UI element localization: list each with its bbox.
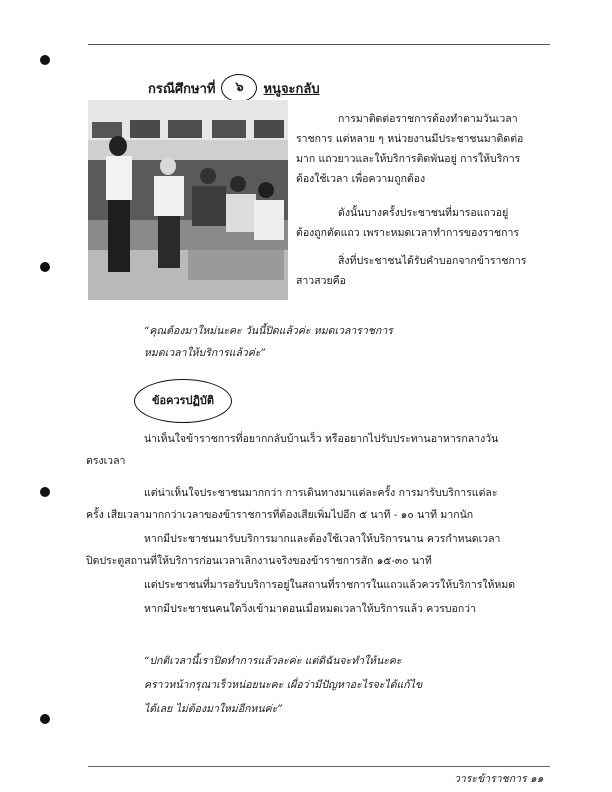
case-number-badge: ๖: [221, 74, 257, 102]
practice-text-line: แต่ประชาชนที่มารอรับบริการอยู่ในสถานที่ราชการในแถวแล้วควรให้บริการให้หมด: [144, 579, 516, 591]
quote-line: หมดเวลาให้บริการแล้วค่ะ”: [144, 347, 266, 359]
case-text-line: สาวสวยคือ: [296, 275, 346, 287]
practice-text-line: น่าเห็นใจข้าราชการที่อยากกลับบ้านเร็ว หรืออยากไปรับประทานอาหารกลางวัน: [144, 433, 499, 445]
punch-hole: [40, 262, 50, 272]
footer-rule: [88, 766, 550, 767]
practice-text-line: แต่น่าเห็นใจประชาชนมากกว่า การเดินทางมาแต่ละครั้ง การมารับบริการแต่ละ: [144, 487, 498, 499]
practice-text-line: ปิดประตูสถานที่ให้บริการก่อนเวลาเลิกงานจริงของข้าราชการสัก ๑๕-๓๐ นาที: [86, 555, 432, 567]
office-queue-photo: [88, 100, 288, 300]
quote-line: คราวหน้ากรุณาเร็วหน่อยนะคะ เผื่อว่ามีปัญหาอะไรจะได้แก้ไข: [144, 679, 423, 691]
case-text-line: มาก แถวยาวและให้บริการติดพันอยู่ การให้บริการ: [296, 153, 521, 165]
case-study-title: [148, 74, 320, 102]
page-footer: วาระข้าราชการ ๑๑: [454, 773, 544, 785]
practice-text-line: หากมีประชาชนมารับบริการมากและต้องใช้เวลาให้บริการนาน ควรกำหนดเวลา: [144, 533, 501, 545]
punch-hole: [40, 487, 50, 497]
case-text-line: ราชการ แต่หลาย ๆ หน่วยงานมีประชาชนมาติดต่อ: [296, 133, 524, 145]
header-rule: [88, 44, 550, 45]
title-prefix: กรณีศึกษาที่: [148, 81, 216, 97]
practice-text-line: หากมีประชาชนคนใดวิ่งเข้ามาตอนเมื่อหมดเวลาให้บริการแล้ว ควรบอกว่า: [144, 603, 476, 615]
quote-line: ได้เลย ไม่ต้องมาใหม่อีกหนค่ะ”: [144, 703, 283, 715]
case-text-line: ต้องถูกตัดแถว เพราะหมดเวลาทำการของราชการ: [296, 227, 520, 239]
quote-line: “ปกติเวลานี้เราปิดทำการแล้วละค่ะ แต่ดิฉันจะทำให้นะคะ: [144, 655, 402, 667]
case-text-line: การมาติดต่อราชการต้องทำตามวันเวลา: [338, 113, 518, 125]
practice-text-line: ตรงเวลา: [86, 455, 126, 467]
punch-hole: [40, 714, 50, 724]
title-suffix: หนูจะกลับ: [263, 81, 320, 97]
punch-hole: [40, 55, 50, 65]
practice-text-line: ครั้ง เสียเวลามากกว่าเวลาของข้าราชการที่ต้องเสียเพิ่มไปอีก ๕ นาที - ๑๐ นาที มากนัก: [86, 509, 474, 521]
case-text-line: ต้องใช้เวลา เพื่อความถูกต้อง: [296, 173, 426, 185]
case-text-line: สิ่งที่ประชาชนได้รับคำบอกจากข้าราชการ: [338, 255, 527, 267]
section-heading-badge: ข้อควรปฏิบัติ: [134, 379, 232, 423]
quote-line: “คุณต้องมาใหม่นะคะ วันนี้ปิดแล้วค่ะ หมดเวลาราชการ: [144, 325, 393, 337]
case-text-line: ดังนั้นบางครั้งประชาชนที่มารอแถวอยู่: [338, 207, 509, 219]
